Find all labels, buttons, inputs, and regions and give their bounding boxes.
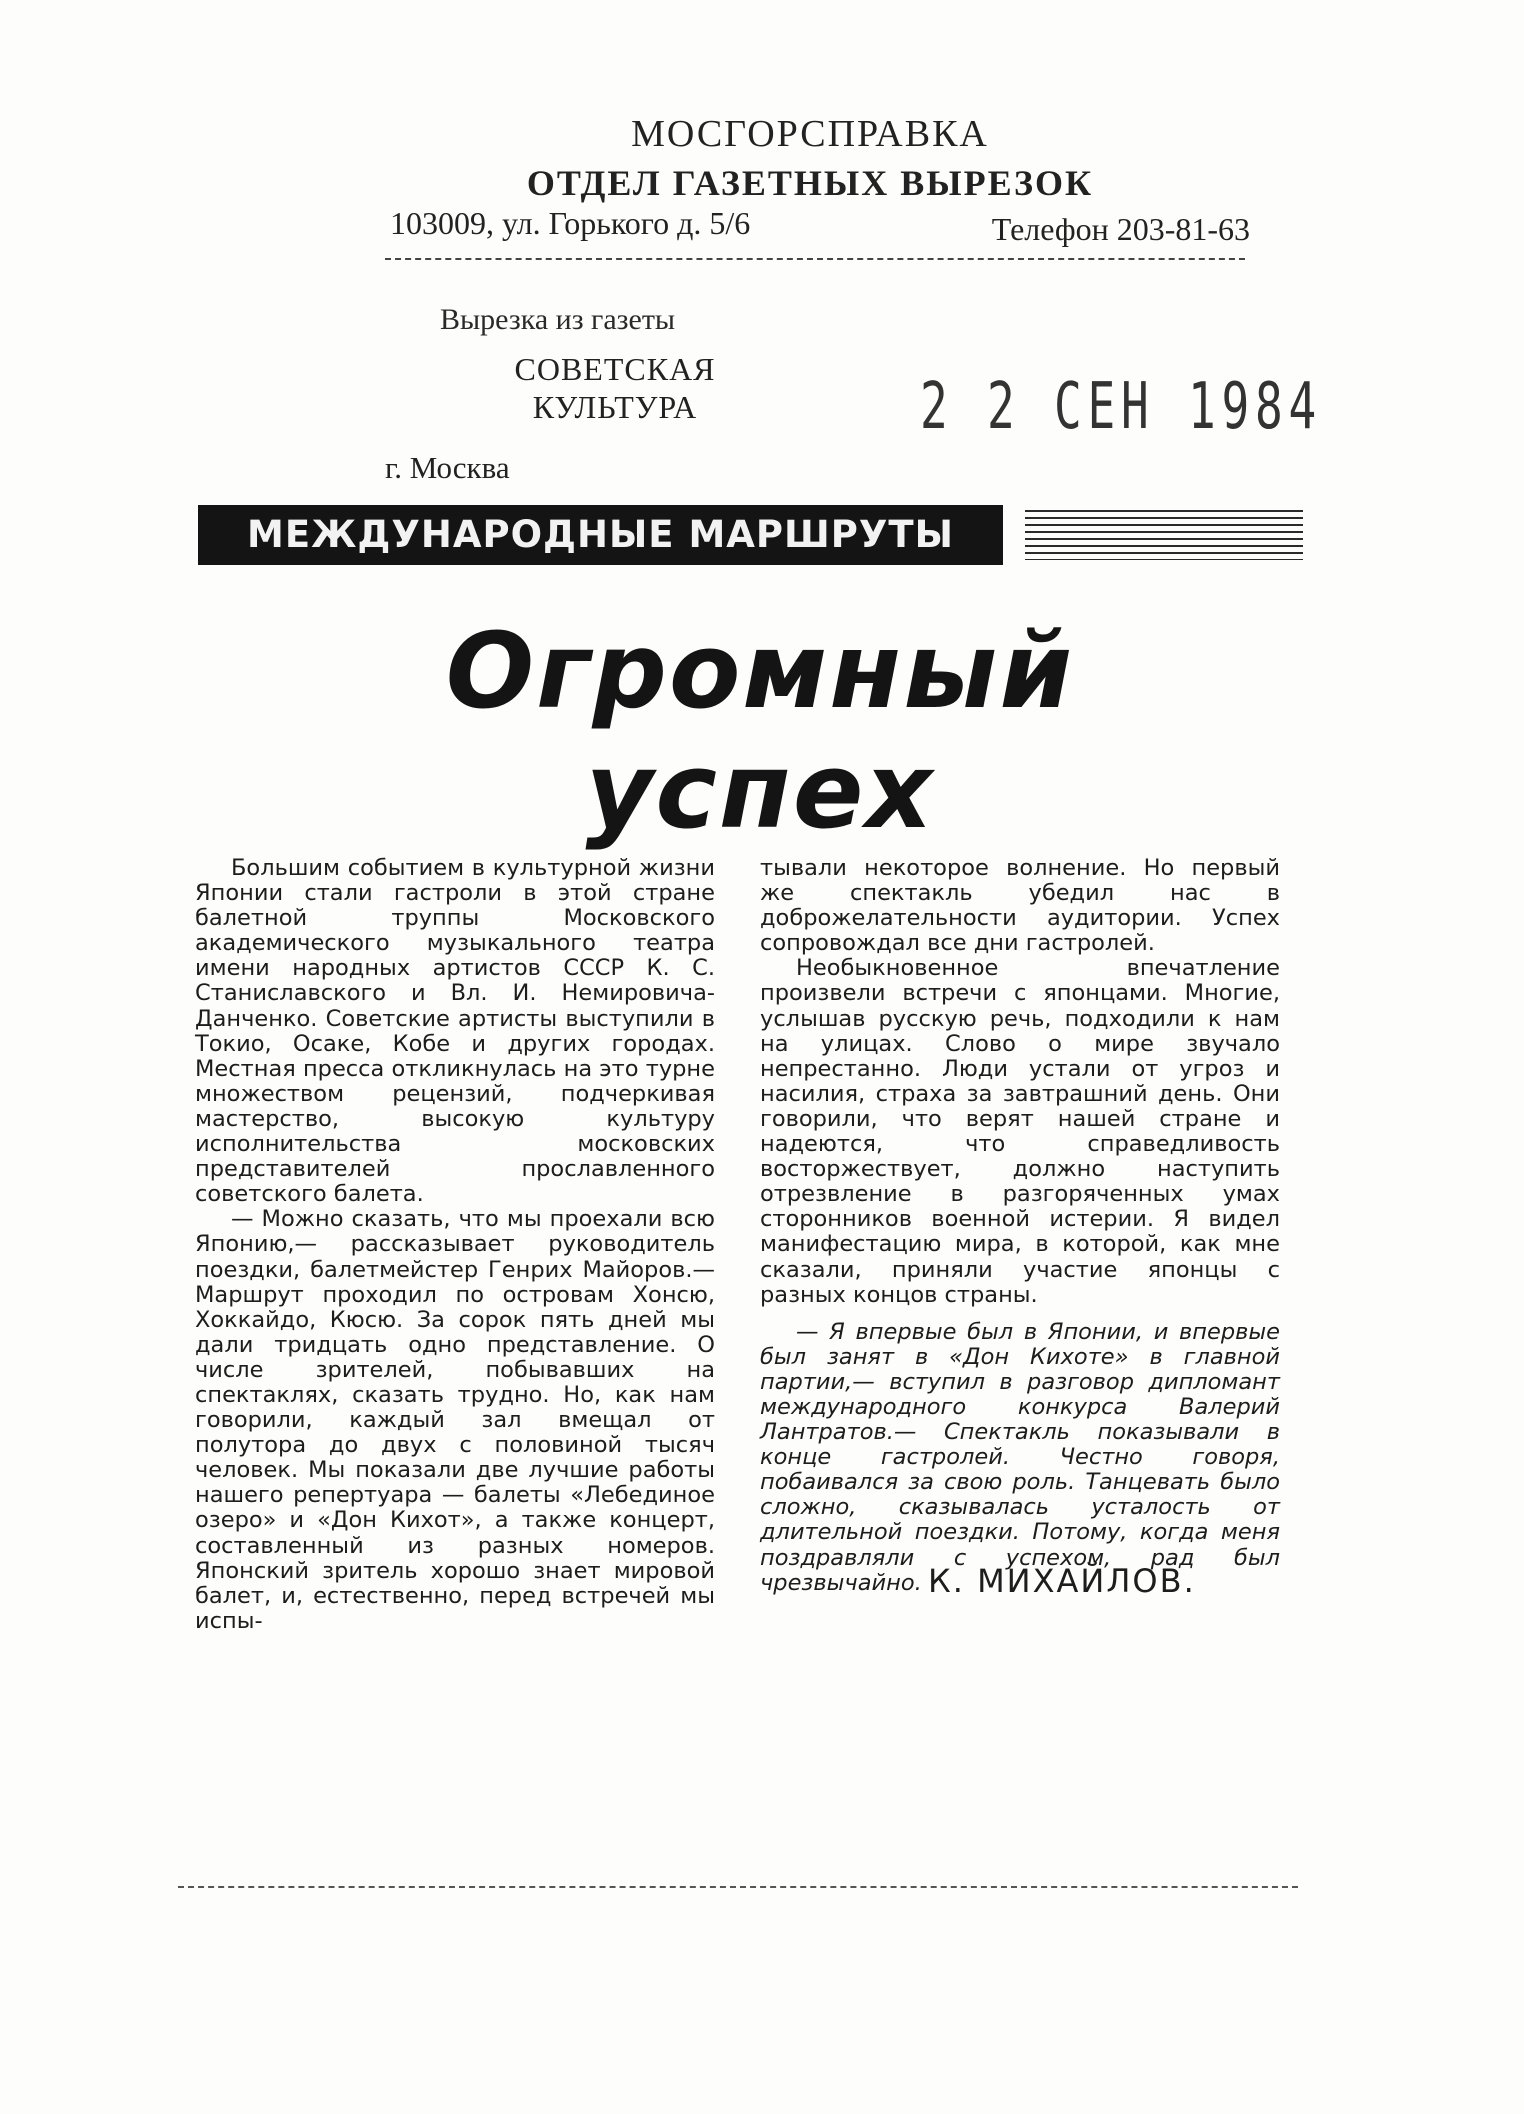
newspaper-name-line2: КУЛЬТУРА (532, 389, 698, 425)
author-signature: К. МИХАЙЛОВ. (928, 1562, 1196, 1600)
rubric-banner: МЕЖДУНАРОДНЫЕ МАРШРУТЫ (198, 505, 1003, 565)
paragraph: Большим событием в культурной жизни Японии стали гастроли в этой стране балетной труппы Московского академического музыкального театра имени народных артистов СССР К. С. Станиславского и Вл. И. Немировича-Данченко. Советские артисты выступили в Токио, Осаке, Кобе и других городах. Местная пресса откликнулась на это турне множеством рецензий, подчеркивая мастерство, высокую культуру исполнительства московских представителей прославленного советского балета. (195, 855, 715, 1208)
city: г. Москва (385, 450, 510, 485)
header-divider (385, 258, 1245, 260)
agency-name: МОСГОРСПРАВКА (631, 113, 989, 155)
phone: Телефон 203-81-63 (991, 211, 1250, 247)
address: 103009, ул. Горького д. 5/6 (390, 205, 751, 241)
article-column-1 (195, 856, 715, 1634)
paragraph: — Можно сказать, что мы проехали всю Японию,— рассказывает руководитель поездки, балетмейстер Генрих Майоров.— Маршрут проходил по островам Хонсю, Хоккайдо, Кюсю. За сорок пять дней мы дали тридцать одно представление. О числе зрителей, побывавших на спектаклях, сказать трудно. Но, как нам говорили, каждый зал вмещал от полутора до двух с половиной тысяч человек. Мы показали две лучшие работы нашего репертуара — балеты «Лебединое озеро» и «Дон Кихот», а также концерт, составленный из разных номеров. Японский зритель хорошо знает мировой балет, и, естественно, перед встречей мы испы- (195, 1206, 715, 1634)
paragraph: — Я впервые был в Японии, и впервые был занят в «Дон Кихоте» в главной партии,— вступил в разговор дипломант международного конкурса Валерий Лантратов.— Спектакль показывали в конце гастролей. Честно говоря, побаивался за свою роль. Танцевать было сложно, сказывалась усталость от длительной поездки. Потому, когда меня поздравляли с успехом, рад был чрезвычайно. (760, 1318, 1280, 1596)
headline-line2: успех (585, 730, 935, 852)
clipping-label: Вырезка из газеты (440, 303, 676, 336)
department-name: ОТДЕЛ ГАЗЕТНЫХ ВЫРЕЗОК (526, 163, 1094, 203)
newspaper-name-line1: СОВЕТСКАЯ (514, 351, 716, 387)
rubric-stripes (1025, 510, 1303, 560)
date-stamp: 2 2 СЕН 1984 (920, 370, 1323, 444)
article-column-2 (760, 856, 1280, 1596)
bottom-divider (178, 1886, 1298, 1888)
newspaper-name (470, 350, 760, 426)
paragraph: Необыкновенное впечатление произвели встречи с японцами. Многие, услышав русскую речь, подходили к нам на улицах. Слово о мире звучало непрестанно. Люди устали от угроз и насилия, страха за завтрашний день. Они говорили, что верят нашей стране и надеются, что справедливость восторжествует, должно наступить отрезвление в разгоряченных умах сторонников военной истерии. Я видел манифестацию мира, в которой, как мне сказали, приняли участие японцы с разных концов страны. (760, 955, 1280, 1308)
headline-line1: Огромный (445, 610, 1075, 732)
paragraph: тывали некоторое волнение. Но первый же спектакль убедил нас в доброжелательности аудитории. Успех сопровождал все дни гастролей. (760, 855, 1280, 957)
